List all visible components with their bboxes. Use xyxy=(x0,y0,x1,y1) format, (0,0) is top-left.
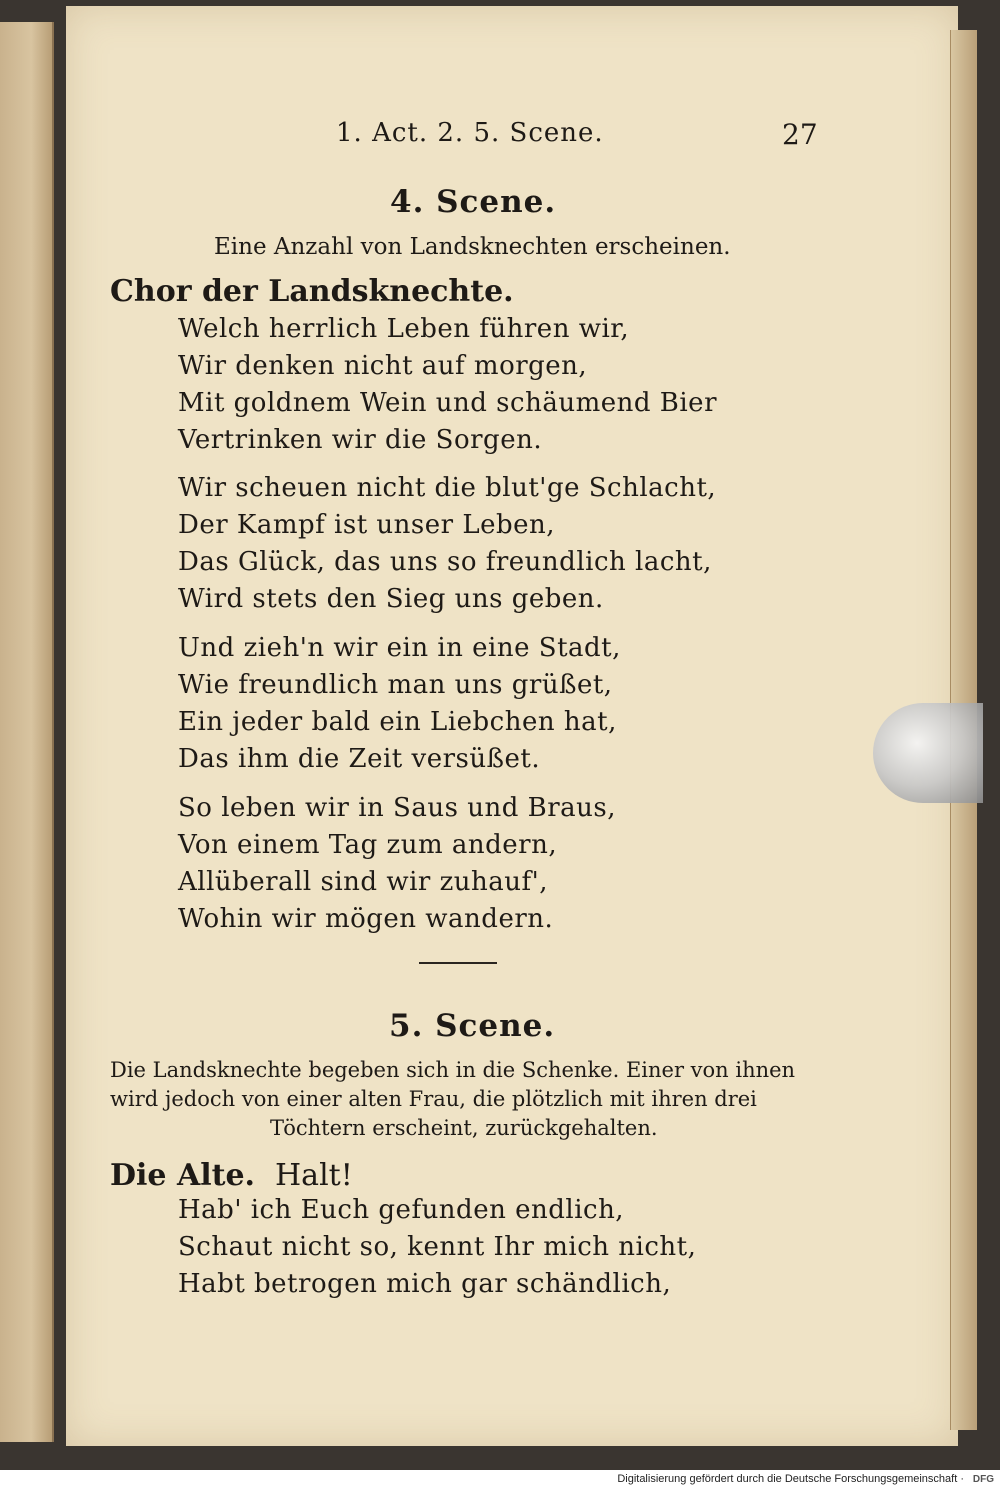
verse-line: So leben wir in Saus und Braus, xyxy=(178,793,617,823)
verse-line: Welch herrlich Leben führen wir, xyxy=(178,314,630,344)
funding-credit: Digitalisierung gefördert durch die Deutsche Forschungsgemeinschaft · xyxy=(617,1473,964,1485)
stanza-1 xyxy=(178,311,717,459)
section-divider xyxy=(419,962,497,964)
page-clip xyxy=(873,703,983,803)
verse-line: Wohin wir mögen wandern. xyxy=(178,904,554,934)
stage-direction-line: Die Landsknechte begeben sich in die Schenke. Einer von ihnen xyxy=(110,1058,796,1082)
die-alte-speech xyxy=(178,1192,696,1303)
stanza-4 xyxy=(178,790,616,938)
verse-line: Das ihm die Zeit versüßet. xyxy=(178,744,541,774)
speaker-chorus: Chor der Landsknechte. xyxy=(110,274,514,309)
verse-line: Vertrinken wir die Sorgen. xyxy=(178,425,543,455)
verse-line: Das Glück, das uns so freundlich lacht, xyxy=(178,547,712,577)
scene-4-stage-direction: Eine Anzahl von Landsknechten erscheinen. xyxy=(214,234,731,260)
footer-bar xyxy=(0,1470,1000,1491)
speaker-name: Die Alte. xyxy=(110,1158,256,1193)
stage-direction-line: wird jedoch von einer alten Frau, die plötzlich mit ihren drei xyxy=(110,1087,757,1111)
verse-line: Mit goldnem Wein und schäumend Bier xyxy=(178,388,717,418)
verse-line: Allüberall sind wir zuhauf', xyxy=(178,867,549,897)
stage-direction-line: Töchtern erscheint, zurückgehalten. xyxy=(270,1116,658,1140)
running-head: 1. Act. 2. 5. Scene. xyxy=(336,118,604,148)
scene-5-title: 5. Scene. xyxy=(389,1008,556,1044)
verse-line: Der Kampf ist unser Leben, xyxy=(178,510,556,540)
scene-4-title: 4. Scene. xyxy=(390,184,557,220)
verse-line: Hab' ich Euch gefunden endlich, xyxy=(178,1195,625,1225)
scene-5-stage-direction xyxy=(110,1056,812,1143)
stanza-3 xyxy=(178,630,621,778)
verse-line: Wir scheuen nicht die blut'ge Schlacht, xyxy=(178,473,717,503)
page-number: 27 xyxy=(782,118,818,151)
first-words: Halt! xyxy=(275,1158,353,1193)
verse-line: Wir denken nicht auf morgen, xyxy=(178,351,588,381)
dfg-logo: DFG xyxy=(972,1474,994,1485)
verse-line: Habt betrogen mich gar schändlich, xyxy=(178,1269,672,1299)
verse-line: Wie freundlich man uns grüßet, xyxy=(178,670,613,700)
speaker-die-alte xyxy=(110,1158,353,1193)
verse-line: Und zieh'n wir ein in eine Stadt, xyxy=(178,633,621,663)
verse-line: Von einem Tag zum andern, xyxy=(178,830,558,860)
previous-page-edge xyxy=(0,22,54,1442)
stanza-2 xyxy=(178,470,716,618)
verse-line: Schaut nicht so, kennt Ihr mich nicht, xyxy=(178,1232,697,1262)
verse-line: Wird stets den Sieg uns geben. xyxy=(178,584,604,614)
verse-line: Ein jeder bald ein Liebchen hat, xyxy=(178,707,617,737)
